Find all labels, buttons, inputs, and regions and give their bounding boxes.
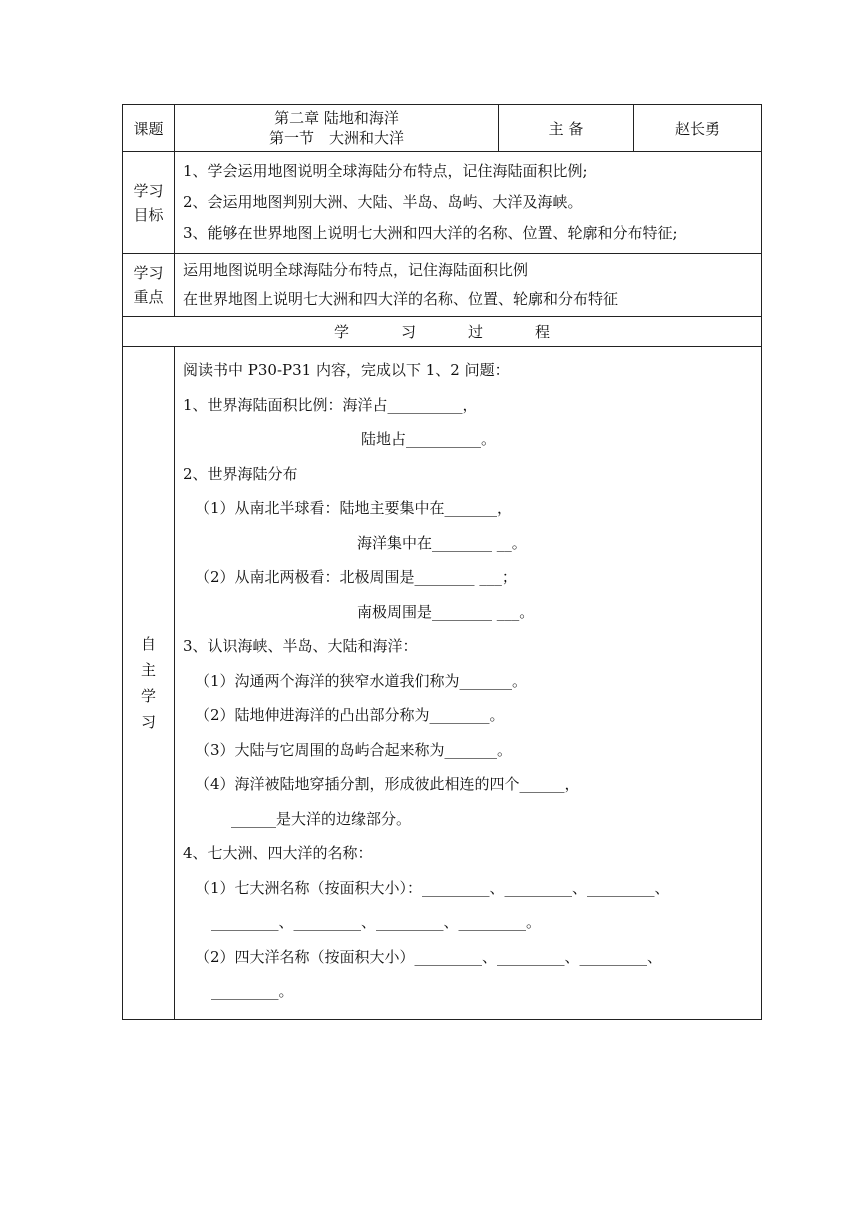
author-name: 赵长勇 <box>634 105 762 152</box>
process-char: 学 <box>333 323 349 341</box>
objectives-row <box>123 152 762 254</box>
question-3-4-continued: ______是大洋的边缘部分。 <box>231 809 412 828</box>
process-char: 程 <box>535 323 551 341</box>
question-4-2: （2）四大洋名称（按面积大小）_________、_________、_________、 <box>195 947 663 966</box>
objective-item: 1、学会运用地图说明全球海陆分布特点，记住海陆面积比例; <box>183 162 588 180</box>
key-points-label-line1: 学习 <box>133 264 164 282</box>
question-2-2-south: 南极周围是________ ___。 <box>357 602 535 621</box>
self-study-label-char: 学 <box>140 686 156 705</box>
key-point-item: 运用地图说明全球海陆分布特点，记住海陆面积比例 <box>183 261 529 279</box>
key-points-label-line2: 重点 <box>133 288 164 306</box>
key-point-item: 在世界地图上说明七大洲和四大洋的名称、位置、轮廓和分布特征 <box>183 290 619 308</box>
question-1-land: 陆地占__________。 <box>361 430 497 448</box>
self-study-label <box>123 347 175 1020</box>
role-label: 主 备 <box>499 105 634 152</box>
topic-title <box>175 105 499 152</box>
question-2-heading: 2、世界海陆分布 <box>183 464 298 483</box>
chapter-title: 第二章 陆地和海洋 <box>274 109 399 127</box>
lesson-plan-table <box>122 104 762 1020</box>
question-3-2: （2）陆地伸进海洋的凸出部分称为________。 <box>195 706 505 724</box>
question-3-heading: 3、认识海峡、半岛、大陆和海洋： <box>183 637 418 655</box>
section-title: 第一节 大洲和大洋 <box>268 129 404 147</box>
objective-item: 2、会运用地图判别大洲、大陆、半岛、岛屿、大洋及海峡。 <box>183 193 583 211</box>
question-3-4: （4）海洋被陆地穿插分割，形成彼此相连的四个______， <box>195 775 580 793</box>
objectives-label-line1: 学习 <box>133 181 164 200</box>
process-row <box>123 317 762 347</box>
question-4-heading: 4、七大洲、四大洋的名称： <box>183 844 373 862</box>
key-points-label <box>123 254 175 317</box>
self-study-content <box>175 347 762 1020</box>
objectives-label <box>123 152 175 254</box>
question-2-1-land: （1）从南北半球看：陆地主要集中在_______， <box>195 499 513 517</box>
self-study-label-char: 习 <box>140 712 156 731</box>
objectives-content <box>175 152 762 254</box>
self-study-label-char: 主 <box>140 660 156 679</box>
process-char: 习 <box>400 323 416 341</box>
question-4-2-continued: _________。 <box>211 982 294 1000</box>
self-study-row <box>123 347 762 1020</box>
question-3-1: （1）沟通两个海洋的狭窄水道我们称为_______。 <box>195 671 528 690</box>
reading-instruction: 阅读书中 P30-P31 内容，完成以下 1、2 问题： <box>183 361 510 379</box>
topic-row <box>123 105 762 152</box>
question-4-1-continued: _________、_________、_________、_________。 <box>211 913 542 931</box>
objective-item: 3、能够在世界地图上说明七大洲和四大洋的名称、位置、轮廓和分布特征; <box>183 224 678 242</box>
question-2-1-ocean: 海洋集中在________ __。 <box>357 533 527 552</box>
process-char: 过 <box>468 323 484 341</box>
lesson-plan-sheet <box>122 104 761 1020</box>
self-study-label-char: 自 <box>140 634 156 653</box>
topic-label: 课题 <box>123 105 175 152</box>
objectives-label-line2: 目标 <box>133 205 164 224</box>
key-points-row <box>123 254 762 317</box>
question-2-2-north: （2）从南北两极看：北极周围是________ ___； <box>195 568 517 586</box>
question-4-1: （1）七大洲名称（按面积大小）：_________、_________、_________、 <box>195 878 670 897</box>
key-points-content <box>175 254 762 317</box>
question-1-ocean: 1、世界海陆面积比例：海洋占__________， <box>183 395 478 414</box>
process-heading <box>123 317 762 347</box>
question-3-3: （3）大陆与它周围的岛屿合起来称为_______。 <box>195 740 513 759</box>
